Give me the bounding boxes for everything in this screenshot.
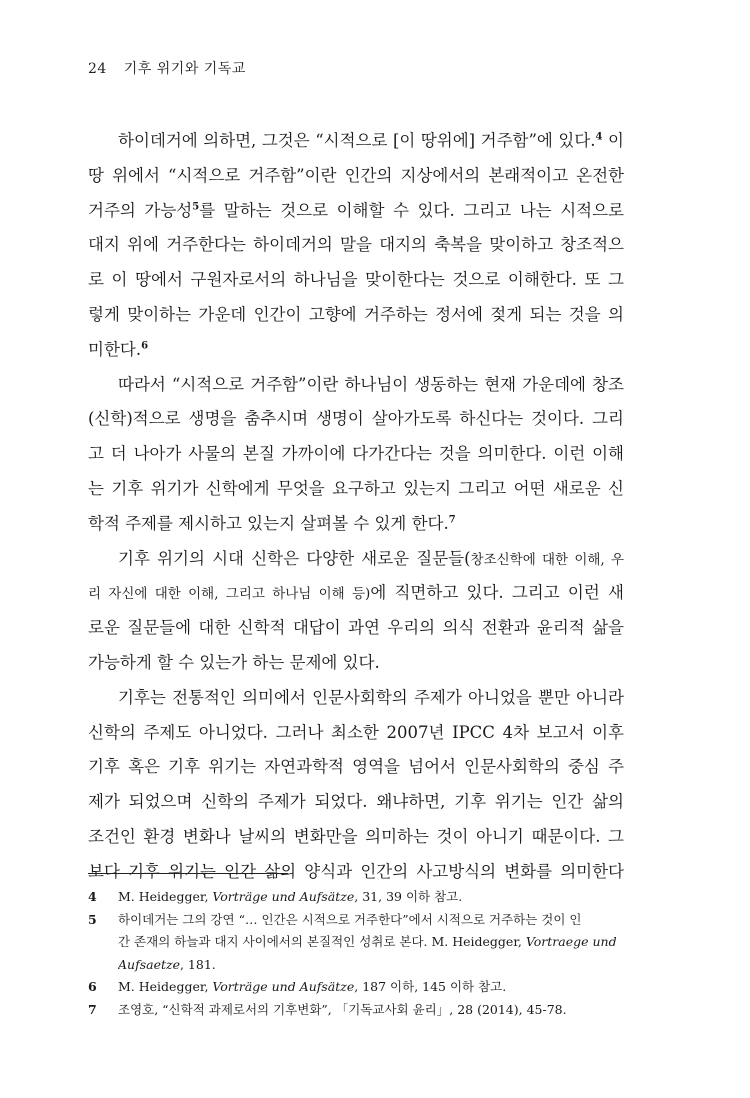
footnote-text: 간 존재의 하늘과 대지 사이에서의 본질적인 성취로 본다. M. Heidegger, Vortraege und bbox=[118, 934, 617, 949]
footnote-mark: 5 bbox=[192, 201, 200, 213]
text-line: 로운 질문들에 대한 신학적 대답이 과연 우리의 의식 전환과 윤리적 삶을 bbox=[88, 618, 624, 638]
text-line: 기후 위기의 시대 신학은 다양한 새로운 질문들(창조신학에 대한 이해, 우 bbox=[118, 548, 624, 568]
running-header bbox=[88, 58, 246, 78]
text-line: 기후는 전통적인 의미에서 인문사회학의 주제가 아니었을 뿐만 아니라 bbox=[118, 687, 624, 707]
footnote bbox=[88, 999, 624, 1022]
footnote-mark: 4 bbox=[595, 131, 603, 143]
text-line: 리 자신에 대한 이해, 그리고 하나님 이해 등)에 직면하고 있다. 그리고 이런 새 bbox=[88, 583, 624, 603]
footnote-text: M. Heidegger, Vorträge und Aufsätze, 187 이하, 145 이하 참고. bbox=[118, 979, 507, 994]
text-line: 렇게 맞이하는 가운데 인간이 고향에 거주하는 정서에 젖게 되는 것을 의 bbox=[88, 304, 624, 324]
text-line: 신학의 주제도 아니었다. 그러나 최소한 2007년 IPCC 4차 보고서 이후 bbox=[88, 722, 624, 742]
text-line: 학적 주제를 제시하고 있는지 살펴볼 수 있게 한다.$^7$ bbox=[88, 513, 456, 533]
footnote-number: 6 bbox=[88, 979, 97, 994]
footnotes bbox=[88, 886, 624, 1021]
page-number: 24 bbox=[88, 61, 107, 77]
text-line: 가능하게 할 수 있는가 하는 문제에 있다. bbox=[88, 652, 380, 672]
text-line: 미한다.$^6$ bbox=[88, 339, 149, 359]
running-title: 기후 위기와 기독교 bbox=[123, 61, 246, 77]
footnote-continuation bbox=[88, 954, 624, 977]
text-line: 로 이 땅에서 구원자로서의 하나님을 맞이한다는 것으로 이해한다. 또 그 bbox=[88, 270, 624, 290]
footnote-text: 하이데거는 그의 강연 “… 인간은 시적으로 거주한다”에서 시적으로 거주하는 것이 인 bbox=[118, 911, 582, 927]
footnote-number: 4 bbox=[88, 889, 97, 904]
footnote-number: 5 bbox=[88, 911, 97, 927]
text-line: 제가 되었으며 신학의 주제가 되었다. 왜냐하면, 기후 위기는 인간 삶의 bbox=[88, 792, 624, 812]
text-line: 하이데거에 의하면, 그것은 “시적으로 [이 땅위에] 거주함”에 있다.$^4$ 이 bbox=[118, 131, 624, 150]
text-line: 조건인 환경 변화나 날씨의 변화만을 의미하는 것이 아니기 때문이다. 그 bbox=[88, 826, 624, 846]
text-line: 보다 기후 위기는 인간 삶의 양식과 인간의 사고방식의 변화를 의미한다 bbox=[88, 861, 624, 881]
body-text bbox=[88, 124, 624, 890]
text-line: 따라서 “시적으로 거주함”이란 하나님이 생동하는 현재 가운데에 창조 bbox=[118, 374, 624, 394]
text-line: 땅 위에서 “시적으로 거주함”이란 인간의 지상에서의 본래적이고 온전한 bbox=[88, 165, 624, 185]
footnote-continuation bbox=[88, 931, 624, 954]
footnote-divider bbox=[88, 873, 288, 874]
text-line: (신학)적으로 생명을 춤추시며 생명이 살아가도록 하신다는 것이다. 그리 bbox=[88, 409, 624, 429]
text-line: 고 더 나아가 사물의 본질 가까이에 다가간다는 것을 의미한다. 이런 이해 bbox=[88, 444, 624, 464]
footnote-text: Aufsaetze, 181. bbox=[118, 956, 216, 972]
text-line: 는 기후 위기가 신학에게 무엇을 요구하고 있는지 그리고 어떤 새로운 신 bbox=[88, 478, 624, 498]
text-line: 거주의 가능성$^5$를 말하는 것으로 이해할 수 있다. 그리고 나는 시적으로 bbox=[88, 200, 624, 220]
footnote-mark: 6 bbox=[141, 340, 149, 352]
footnote-text: M. Heidegger, Vorträge und Aufsätze, 31, 39 이하 참고. bbox=[118, 889, 463, 904]
footnote bbox=[88, 976, 624, 999]
footnote-mark: 7 bbox=[448, 514, 456, 526]
footnote-text: 조영호, “신학적 과제로서의 기후변화”, 「기독교사회 윤리」, 28 (2014), 45-78. bbox=[118, 1001, 567, 1017]
text-line: 대지 위에 거주한다는 하이데거의 말을 대지의 축복을 맞이하고 창조적으 bbox=[88, 235, 624, 255]
text-line: 기후 혹은 기후 위기는 자연과학적 영역을 넘어서 인문사회학의 중심 주 bbox=[88, 757, 624, 777]
footnote bbox=[88, 909, 624, 932]
footnote-number: 7 bbox=[88, 1001, 97, 1017]
footnote bbox=[88, 886, 624, 909]
